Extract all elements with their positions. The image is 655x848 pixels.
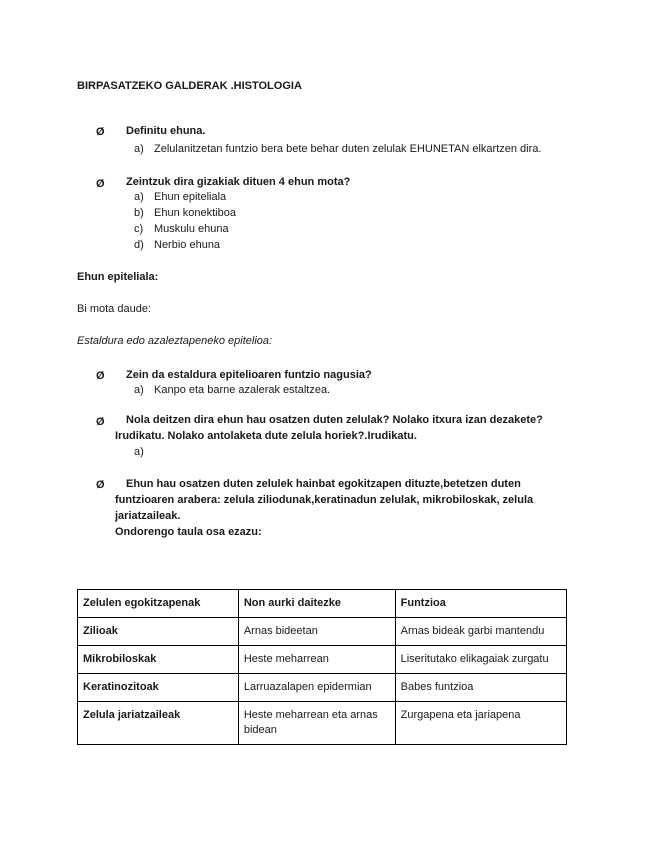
- question-5-line-4: Ondorengo taula osa ezazu:: [115, 526, 262, 538]
- table-cell: Keratinozitoak: [78, 674, 239, 702]
- bullet-icon: Ø: [96, 178, 105, 190]
- table-header-cell: Zelulen egokitzapenak: [78, 590, 239, 618]
- table-cell: Zelula jariatzaileak: [78, 702, 239, 745]
- answer-text: Muskulu ehuna: [154, 223, 229, 235]
- answer-text: Kanpo eta barne azalerak estaltzea.: [154, 384, 331, 396]
- subtype-text: Estaldura edo azaleztapeneko epitelioa:: [77, 335, 273, 347]
- table-header-cell: Non aurki daitezke: [238, 590, 395, 618]
- table-cell: Heste meharrean: [238, 646, 395, 674]
- answer-text: Ehun konektiboa: [154, 207, 236, 219]
- answer-marker: d): [134, 239, 144, 251]
- answer-text: Nerbio ehuna: [154, 239, 221, 251]
- answer-marker: a): [134, 384, 144, 396]
- answer-4a: [134, 444, 154, 460]
- question-5-line-3: jariatzaileak.: [115, 510, 181, 522]
- question-5-line-2: funtzioaren arabera: zelula ziliodunak,keratinadun zelulak, mikrobiloskak, zelula: [115, 494, 534, 506]
- bullet-icon: Ø: [96, 479, 105, 491]
- table-cell: Larruazalapen epidermian: [238, 674, 395, 702]
- table-row: [78, 646, 567, 674]
- answer-2b: [134, 205, 236, 221]
- table-cell: Zurgapena eta jariapena: [395, 702, 566, 745]
- table-cell: Arnas bideetan: [238, 618, 395, 646]
- answer-marker: a): [134, 143, 144, 155]
- answer-marker: b): [134, 207, 144, 219]
- adaptations-table: [77, 589, 567, 745]
- table-header-row: [78, 590, 567, 618]
- bullet-icon: Ø: [96, 370, 105, 382]
- table-cell: Zilioak: [78, 618, 239, 646]
- answer-marker: a): [134, 446, 144, 458]
- table-cell: Liseritutako elikagaiak zurgatu: [395, 646, 566, 674]
- question-4-line-2: Irudikatu. Nolako antolaketa dute zelula horiek?.Irudikatu.: [115, 430, 417, 442]
- table-cell: Arnas bideak garbi mantendu: [395, 618, 566, 646]
- answer-2c: [134, 221, 229, 237]
- question-5-line-1: Ehun hau osatzen duten zelulek hainbat egokitzapen dituzte,betetzen duten: [126, 478, 521, 490]
- table-cell: Babes funtzioa: [395, 674, 566, 702]
- answer-text: Ehun epiteliala: [154, 191, 227, 203]
- table-cell: Heste meharrean eta arnas bidean: [238, 702, 395, 745]
- answer-3a: [134, 382, 330, 398]
- answer-marker: a): [134, 191, 144, 203]
- question-4-line-1: Nola deitzen dira ehun hau osatzen duten zelulak? Nolako itxura izan dezakete?: [126, 414, 543, 426]
- answer-2a: [134, 189, 226, 205]
- question-3: Zein da estaldura epitelioaren funtzio nagusia?: [126, 369, 372, 381]
- table-header-cell: Funtzioa: [395, 590, 566, 618]
- question-1: Definitu ehuna.: [126, 125, 206, 137]
- answer-2d: [134, 237, 220, 253]
- bullet-icon: Ø: [96, 126, 105, 138]
- bullet-icon: Ø: [96, 416, 105, 428]
- answer-marker: c): [134, 223, 144, 235]
- intro-text: Bi mota daude:: [77, 303, 151, 315]
- section-heading: Ehun epiteliala:: [77, 271, 159, 283]
- table-cell: Mikrobiloskak: [78, 646, 239, 674]
- answer-text: Zelulanitzetan funtzio bera bete behar duten zelulak EHUNETAN elkartzen dira.: [154, 143, 542, 155]
- answer-1a: [134, 141, 541, 157]
- table-row: [78, 702, 567, 745]
- table-row: [78, 618, 567, 646]
- question-2: Zeintzuk dira gizakiak dituen 4 ehun mota?: [126, 176, 351, 188]
- page-title: BIRPASATZEKO GALDERAK .HISTOLOGIA: [77, 80, 302, 92]
- table-row: [78, 674, 567, 702]
